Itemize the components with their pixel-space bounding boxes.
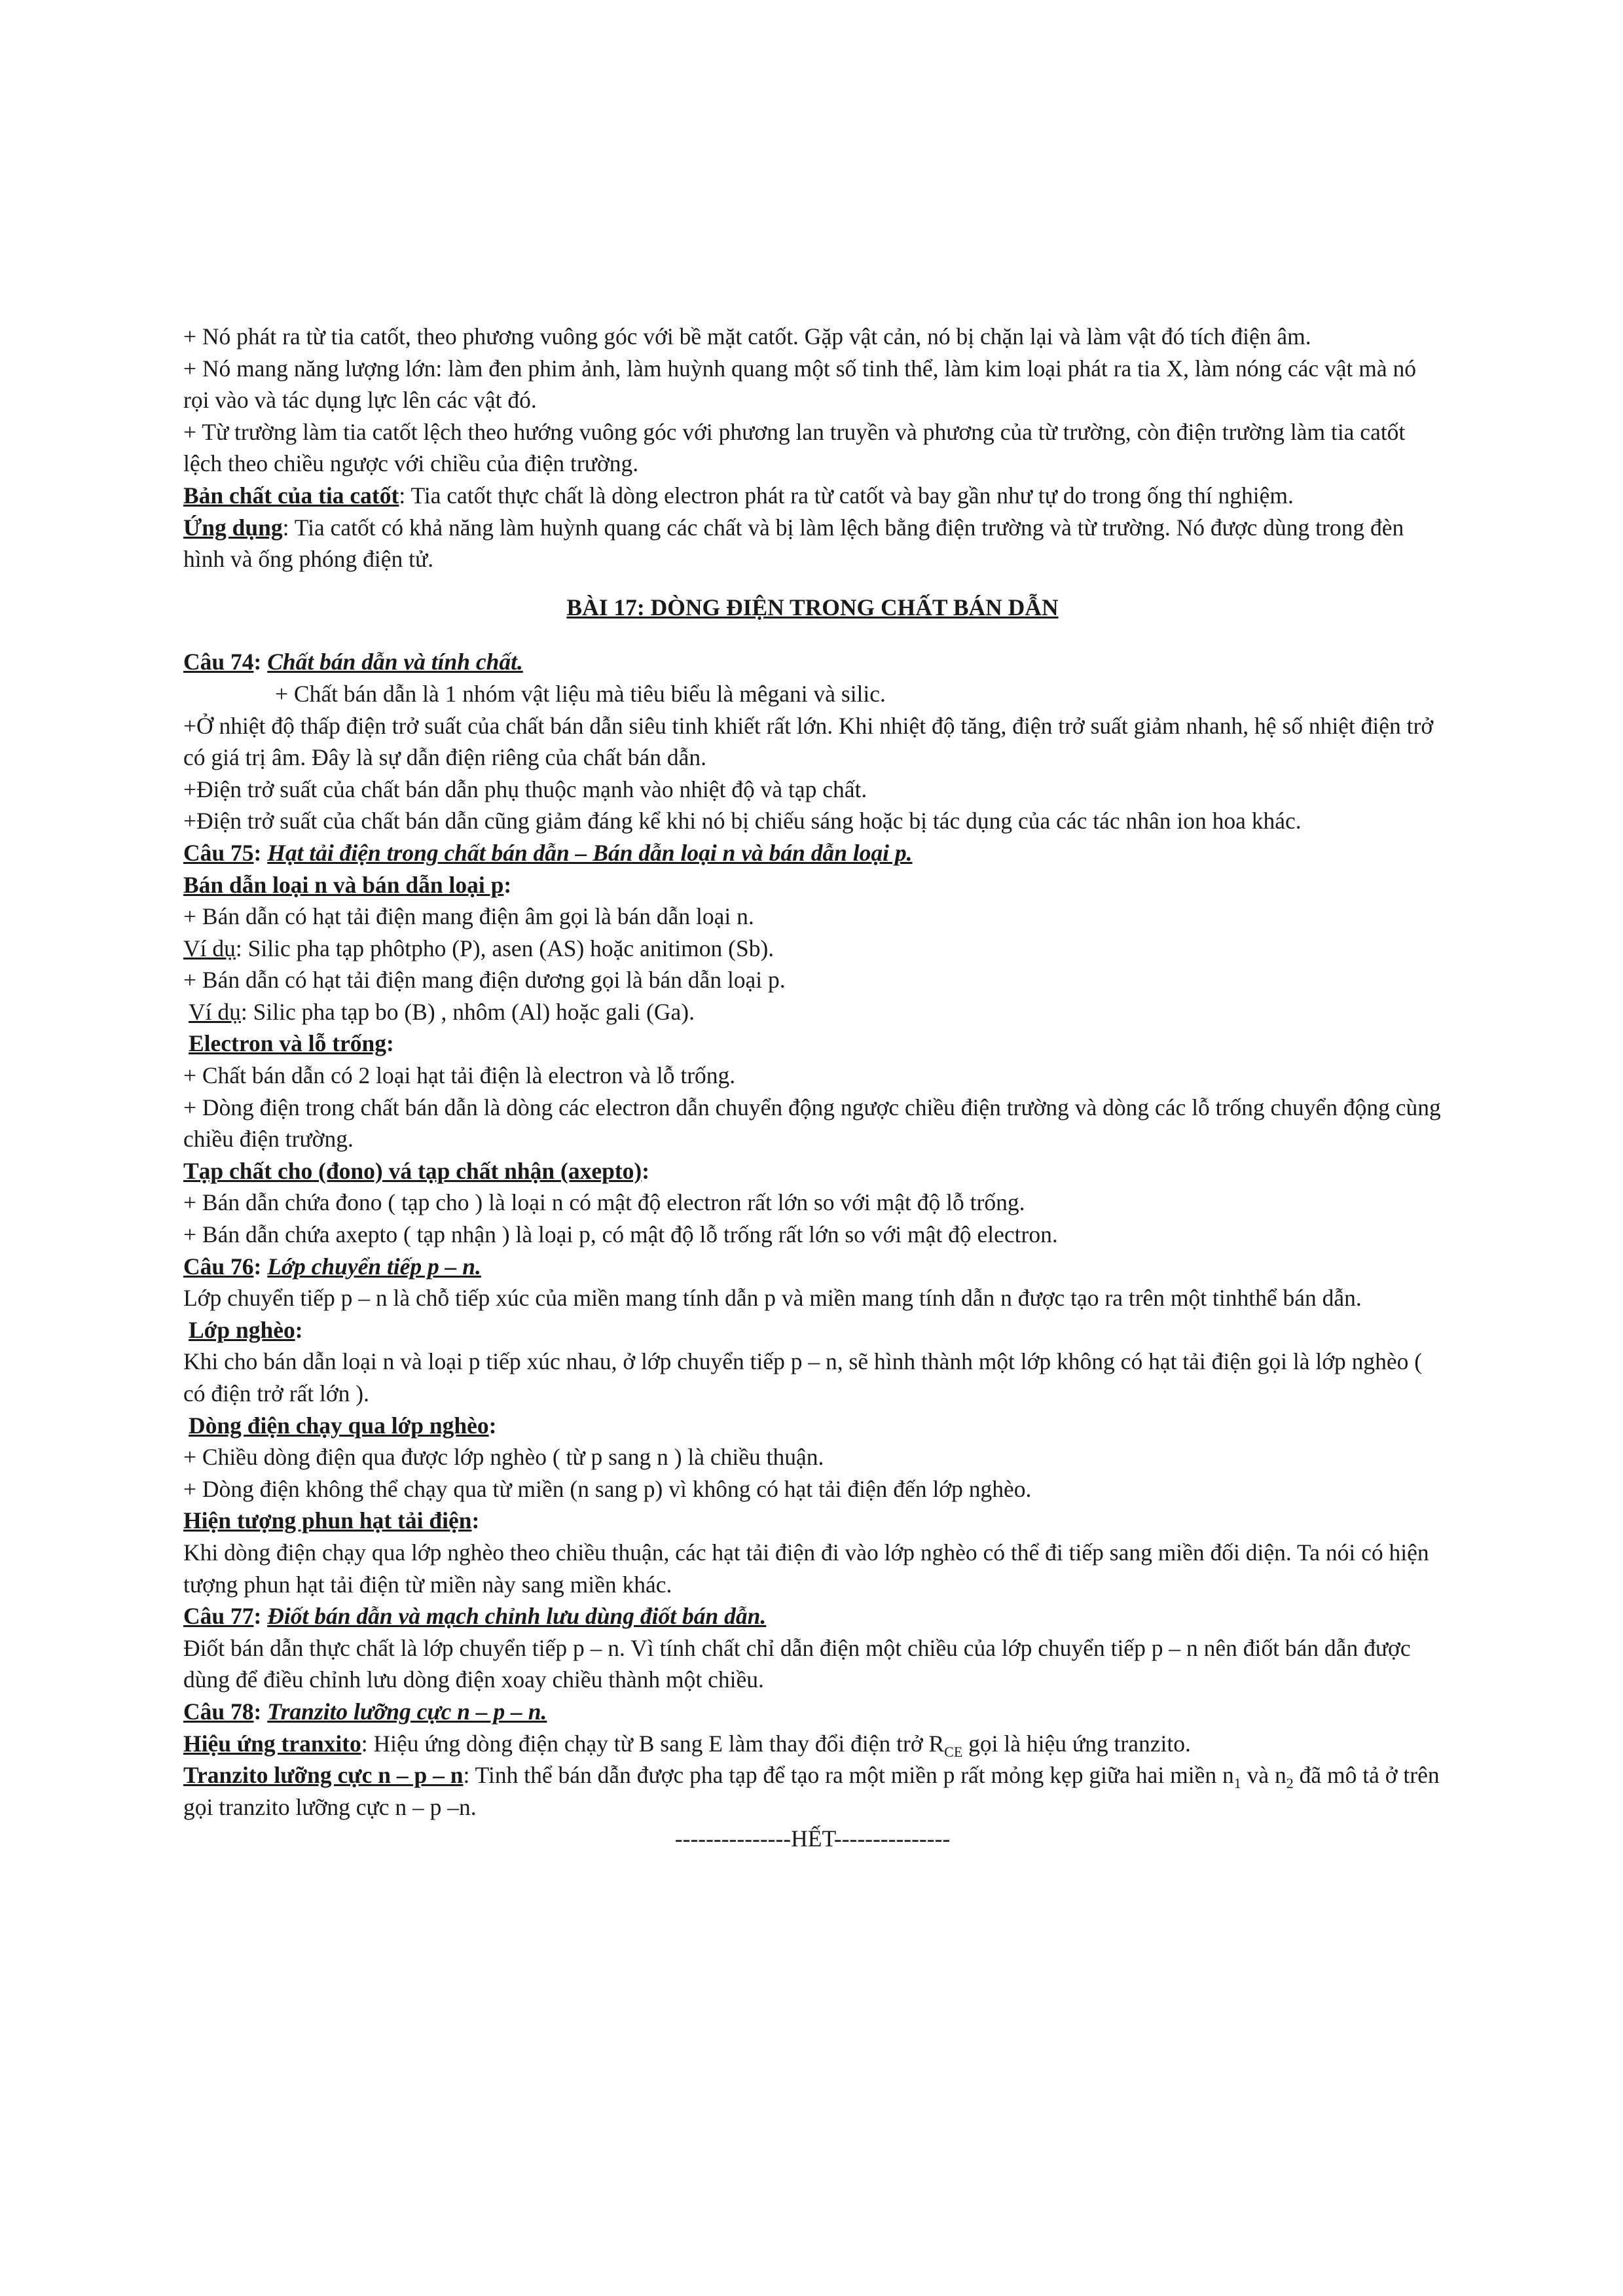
paragraph: +Ở nhiệt độ thấp điện trở suất của chất bán dẫn siêu tinh khiết rất lớn. Khi nhiệt độ tăng, điện trở suất giảm nhanh, hệ số nhiệt điện trở có giá trị âm. Đây là sự dẫn điện riêng của chất bán dẫn. xyxy=(183,712,1434,771)
paragraph: + Bán dẫn có hạt tải điện mang điện dương gọi là bán dẫn loại p. xyxy=(183,967,786,994)
paragraph xyxy=(183,512,1442,575)
subheading: Electron và lỗ trống: xyxy=(189,1030,394,1057)
paragraph: Điốt bán dẫn thực chất là lớp chuyển tiếp p – n. Vì tính chất chỉ dẫn điện một chiều của lớp chuyển tiếp p – n nên điốt bán dẫn được dùng để điều chỉnh lưu dòng điện xoay chiều thành một chiều. xyxy=(183,1634,1411,1693)
subscript: 2 xyxy=(1286,1775,1294,1792)
question-label: Câu 74 xyxy=(183,649,254,675)
paragraph: + Dòng điện không thể chạy qua từ miền (n sang p) vì không có hạt tải điện đến lớp nghèo. xyxy=(183,1475,1032,1502)
term-label: Tranzito lưỡng cực n – p – n xyxy=(183,1762,464,1789)
lesson-title xyxy=(183,592,1442,624)
paragraph xyxy=(183,1728,1442,1760)
term-text: đã mô tả ở trên gọi tranzito lưỡng cực n – p –n. xyxy=(183,1762,1440,1820)
term-label: Ứng dụng xyxy=(183,514,283,541)
subheading-text: Bán dẫn loại n và bán dẫn loại p xyxy=(183,871,504,898)
paragraph xyxy=(183,996,1442,1028)
example-text: : Silic pha tạp bo (B) , nhôm (Al) hoặc gali (Ga). xyxy=(240,998,695,1025)
paragraph: Khi dòng điện chạy qua lớp nghèo theo chiều thuận, các hạt tải điện đi vào lớp nghèo có thể đi tiếp sang miền đối diện. Ta nói có hiện tượng phun hạt tải điện từ miền này sang miền khác. xyxy=(183,1539,1429,1598)
paragraph: Lớp chuyển tiếp p – n là chỗ tiếp xúc của miền mang tính dẫn p và miền mang tính dẫn n được tạo ra trên một tinhthể bán dẫn. xyxy=(183,1285,1362,1312)
term-label: Bản chất của tia catốt xyxy=(183,482,399,509)
question-title: Lớp chuyển tiếp p – n. xyxy=(267,1253,481,1280)
paragraph: + Chất bán dẫn có 2 loại hạt tải điện là electron và lỗ trống. xyxy=(183,1062,736,1089)
term-text: : Hiệu ứng dòng điện chạy từ B sang E làm thay đổi điện trở R xyxy=(361,1730,945,1757)
subheading-text: Tạp chất cho (đono) vá tạp chất nhận (axepto) xyxy=(183,1157,642,1184)
question-heading: Câu 77: Điốt bán dẫn và mạch chỉnh lưu dùng điốt bán dẫn. xyxy=(183,1603,767,1630)
question-title: Hạt tải điện trong chất bán dẫn – Bán dẫn loại n và bán dẫn loại p. xyxy=(267,839,913,866)
paragraph: Khi cho bán dẫn loại n và loại p tiếp xúc nhau, ở lớp chuyển tiếp p – n, sẽ hình thành một lớp không có hạt tải điện gọi là lớp nghèo ( có điện trở rất lớn ). xyxy=(183,1348,1423,1407)
subheading: Dòng điện chạy qua lớp nghèo: xyxy=(189,1412,497,1439)
paragraph: + Nó mang năng lượng lớn: làm đen phim ảnh, làm huỳnh quang một số tinh thể, làm kim loại phát ra tia X, làm nóng các vật mà nó rọi vào và tác dụng lực lên các vật đó. xyxy=(183,355,1417,414)
example-text: : Silic pha tạp phôtpho (P), asen (AS) hoặc anitimon (Sb). xyxy=(235,935,775,961)
subheading: Hiện tượng phun hạt tải điện: xyxy=(183,1507,480,1534)
subheading-text: Electron và lỗ trống xyxy=(189,1030,387,1057)
subheading-text: Dòng điện chạy qua lớp nghèo xyxy=(189,1412,489,1439)
question-heading: Câu 75: Hạt tải điện trong chất bán dẫn – Bán dẫn loại n và bán dẫn loại p. xyxy=(183,839,913,866)
subheading: Bán dẫn loại n và bán dẫn loại p: xyxy=(183,871,512,898)
subheading-text: Hiện tượng phun hạt tải điện xyxy=(183,1507,472,1534)
term-text: : Tia catốt có khả năng làm huỳnh quang các chất và bị làm lệch bằng điện trường và từ trường. Nó được dùng trong đèn hình và ống phóng điện tử. xyxy=(183,514,1404,573)
paragraph: + Từ trường làm tia catốt lệch theo hướng vuông góc với phương lan truyền và phương của từ trường, còn điện trường làm tia catốt lệch theo chiều ngược với chiều của điện trường. xyxy=(183,418,1406,477)
document-page xyxy=(183,321,1442,1855)
subheading: Lớp nghèo: xyxy=(189,1316,303,1343)
question-label: Câu 77 xyxy=(183,1603,254,1630)
example-label: Ví dụ xyxy=(189,998,241,1025)
subheading: Tạp chất cho (đono) vá tạp chất nhận (axepto): xyxy=(183,1157,650,1184)
end-marker: ---------------HẾT--------------- xyxy=(674,1825,951,1852)
question-heading: Câu 76: Lớp chuyển tiếp p – n. xyxy=(183,1253,481,1280)
paragraph: +Điện trở suất của chất bán dẫn cũng giảm đáng kể khi nó bị chiếu sáng hoặc bị tác dụng của các tác nhân ion hoa khác. xyxy=(183,808,1302,834)
question-title: Tranzito lưỡng cực n – p – n. xyxy=(267,1698,547,1725)
question-heading: Câu 78: Tranzito lưỡng cực n – p – n. xyxy=(183,1698,547,1725)
paragraph: + Chiều dòng điện qua được lớp nghèo ( từ p sang n ) là chiều thuận. xyxy=(183,1444,824,1471)
question-heading: Câu 74: Chất bán dẫn và tính chất. xyxy=(183,649,523,675)
paragraph xyxy=(183,480,1442,512)
term-text: gọi là hiệu ứng tranzito. xyxy=(962,1730,1191,1757)
question-title: Điốt bán dẫn và mạch chỉnh lưu dùng điốt bán dẫn. xyxy=(267,1603,767,1630)
paragraph: + Dòng điện trong chất bán dẫn là dòng các electron dẫn chuyển động ngược chiều điện trường và dòng các lỗ trống chuyển động cùng chiều điện trường. xyxy=(183,1094,1441,1153)
term-text: và n xyxy=(1241,1762,1286,1789)
paragraph: + Chất bán dẫn là 1 nhóm vật liệu mà tiêu biểu là mêgani và silic. xyxy=(275,680,886,707)
question-label: Câu 78 xyxy=(183,1698,254,1725)
subscript: CE xyxy=(944,1743,963,1760)
question-title: Chất bán dẫn và tính chất. xyxy=(267,649,523,675)
lesson-number: BÀI 17 xyxy=(566,594,637,620)
subheading-text: Lớp nghèo xyxy=(189,1316,295,1343)
paragraph: + Bán dẫn chứa đono ( tạp cho ) là loại n có mật độ electron rất lớn so với mật độ lỗ trống. xyxy=(183,1189,1025,1216)
paragraph xyxy=(183,933,1442,965)
term-text: : Tia catốt thực chất là dòng electron phát ra từ catốt và bay gần như tự do trong ống thí nghiệm. xyxy=(399,482,1294,509)
subscript: 1 xyxy=(1233,1775,1241,1792)
question-label: Câu 76 xyxy=(183,1253,254,1280)
paragraph: + Bán dẫn có hạt tải điện mang điện âm gọi là bán dẫn loại n. xyxy=(183,903,754,930)
paragraph: +Điện trở suất của chất bán dẫn phụ thuộc mạnh vào nhiệt độ và tạp chất. xyxy=(183,776,867,802)
example-label: Ví dụ xyxy=(183,935,236,961)
question-label: Câu 75 xyxy=(183,839,254,866)
paragraph: + Nó phát ra từ tia catốt, theo phương vuông góc với bề mặt catốt. Gặp vật cản, nó bị chặn lại và làm vật đó tích điện âm. xyxy=(183,323,1311,350)
term-label: Hiệu ứng tranxito xyxy=(183,1730,361,1757)
lesson-name: : DÒNG ĐIỆN TRONG CHẤT BÁN DẪN xyxy=(636,594,1059,620)
paragraph: + Bán dẫn chứa axepto ( tạp nhận ) là loại p, có mật độ lỗ trống rất lớn so với mật độ electron. xyxy=(183,1221,1058,1248)
paragraph xyxy=(183,1759,1442,1823)
term-text: : Tinh thể bán dẫn được pha tạp để tạo ra một miền p rất mỏng kẹp giữa hai miền n xyxy=(463,1762,1234,1789)
